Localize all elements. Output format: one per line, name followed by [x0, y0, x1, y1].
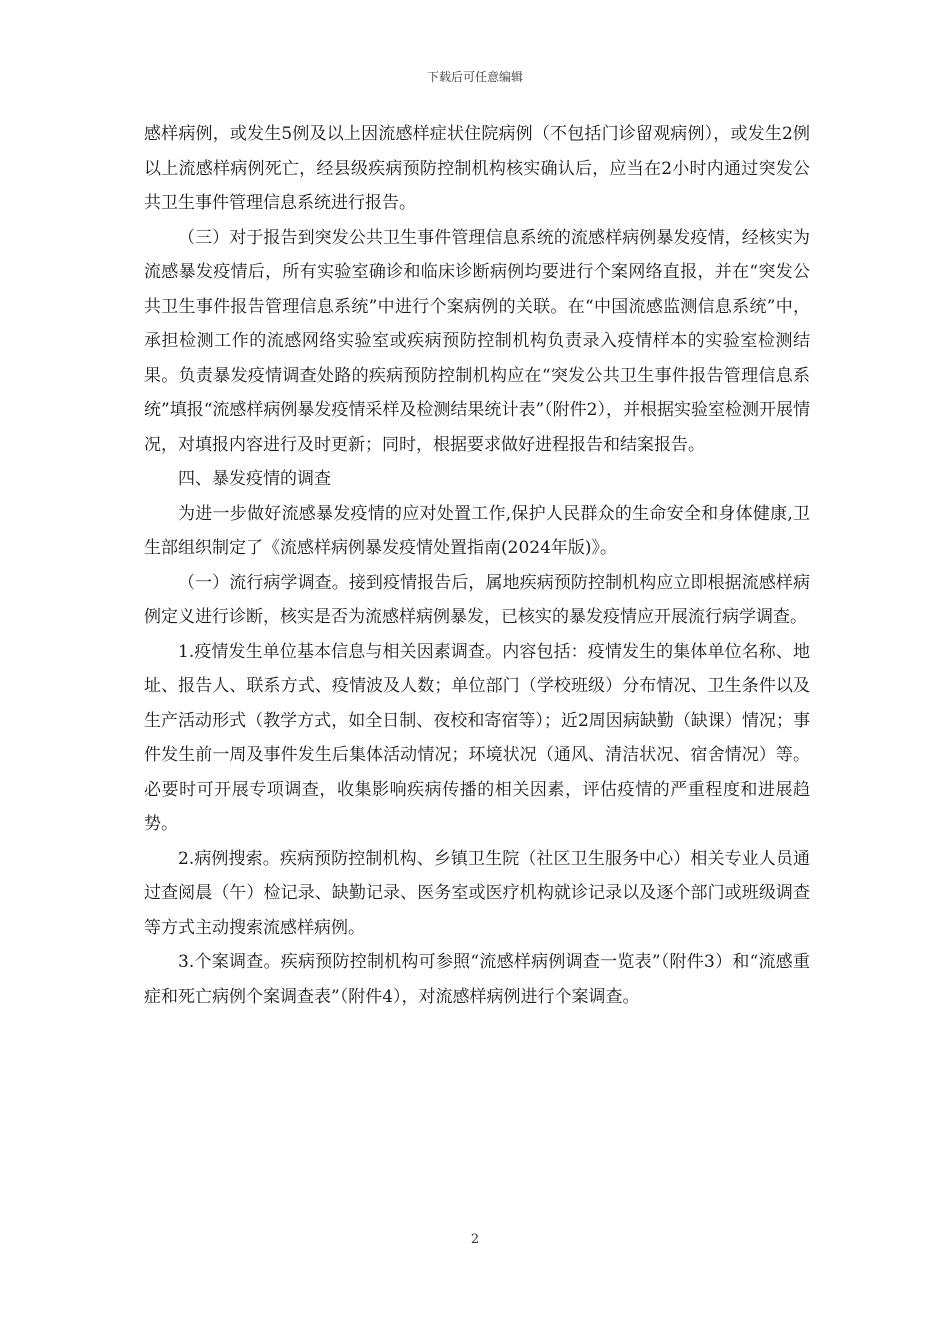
paragraph-item-1: 1.疫情发生单位基本信息与相关因素调查。内容包括：疫情发生的集体单位名称、地址、报告人、联系方式、疫情波及人数；单位部门（学校班级）分布情况、卫生条件以及生产活动形式（教学方式，如全日制、夜校和寄宿等）；近2周因病缺勤（缺课）情况；事件发生前一周及事件发生后集体活动情况；环境状况（通风、清洁状况、宿舍情况）等。必要时可开展专项调查，收集影响疾病传播的相关因素，评估疫情的严重程度和进展趋势。	[144, 641, 810, 834]
document-body	[144, 117, 810, 1014]
page-number: 2	[470, 1232, 480, 1247]
paragraph-intro: 为进一步做好流感暴发疫情的应对处置工作,保护人民群众的生命安全和身体健康,卫生部组织制定了《流感样病例暴发疫情处置指南(2024年版)》。	[144, 503, 810, 558]
paragraph-continuation: 感样病例，或发生5例及以上因流感样症状住院病例（不包括门诊留观病例），或发生2例以上流感样病例死亡，经县级疾病预防控制机构核实确认后，应当在2小时内通过突发公共卫生事件管理信息系统进行报告。	[144, 124, 810, 213]
paragraph-item-three: （三）对于报告到突发公共卫生事件管理信息系统的流感样病例暴发疫情，经核实为流感暴发疫情后，所有实验室确诊和临床诊断病例均要进行个案网络直报，并在“突发公共卫生事件报告管理信息系统”中进行个案病例的关联。在“中国流感监测信息系统”中，承担检测工作的流感网络实验室或疾病预防控制机构负责录入疫情样本的实验室检测结果。负责暴发疫情调查处路的疾病预防控制机构应在“突发公共卫生事件报告管理信息系统”填报“流感样病例暴发疫情采样及检测结果统计表”（附件2），并根据实验室检测开展情况，对填报内容进行及时更新；同时，根据要求做好进程报告和结案报告。	[144, 227, 810, 455]
page-header: 下载后可任意编辑	[426, 70, 523, 84]
paragraph-item-2: 2.病例搜索。疾病预防控制机构、乡镇卫生院（社区卫生服务中心）相关专业人员通过查阅晨（午）检记录、缺勤记录、医务室或医疗机构就诊记录以及逐个部门或班级调查等方式主动搜索流感样病例。	[144, 848, 810, 938]
paragraph-epidemiology: （一）流行病学调查。接到疫情报告后，属地疾病预防控制机构应立即根据流感样病例定义进行诊断，核实是否为流感样病例暴发，已核实的暴发疫情应开展流行病学调查。	[144, 572, 810, 627]
paragraph-item-3: 3.个案调查。疾病预防控制机构可参照“流感样病例调查一览表”（附件3）和“流感重症和死亡病例个案调查表”（附件4），对流感样病例进行个案调查。	[144, 952, 810, 1007]
section-heading: 四、暴发疫情的调查	[178, 469, 331, 489]
